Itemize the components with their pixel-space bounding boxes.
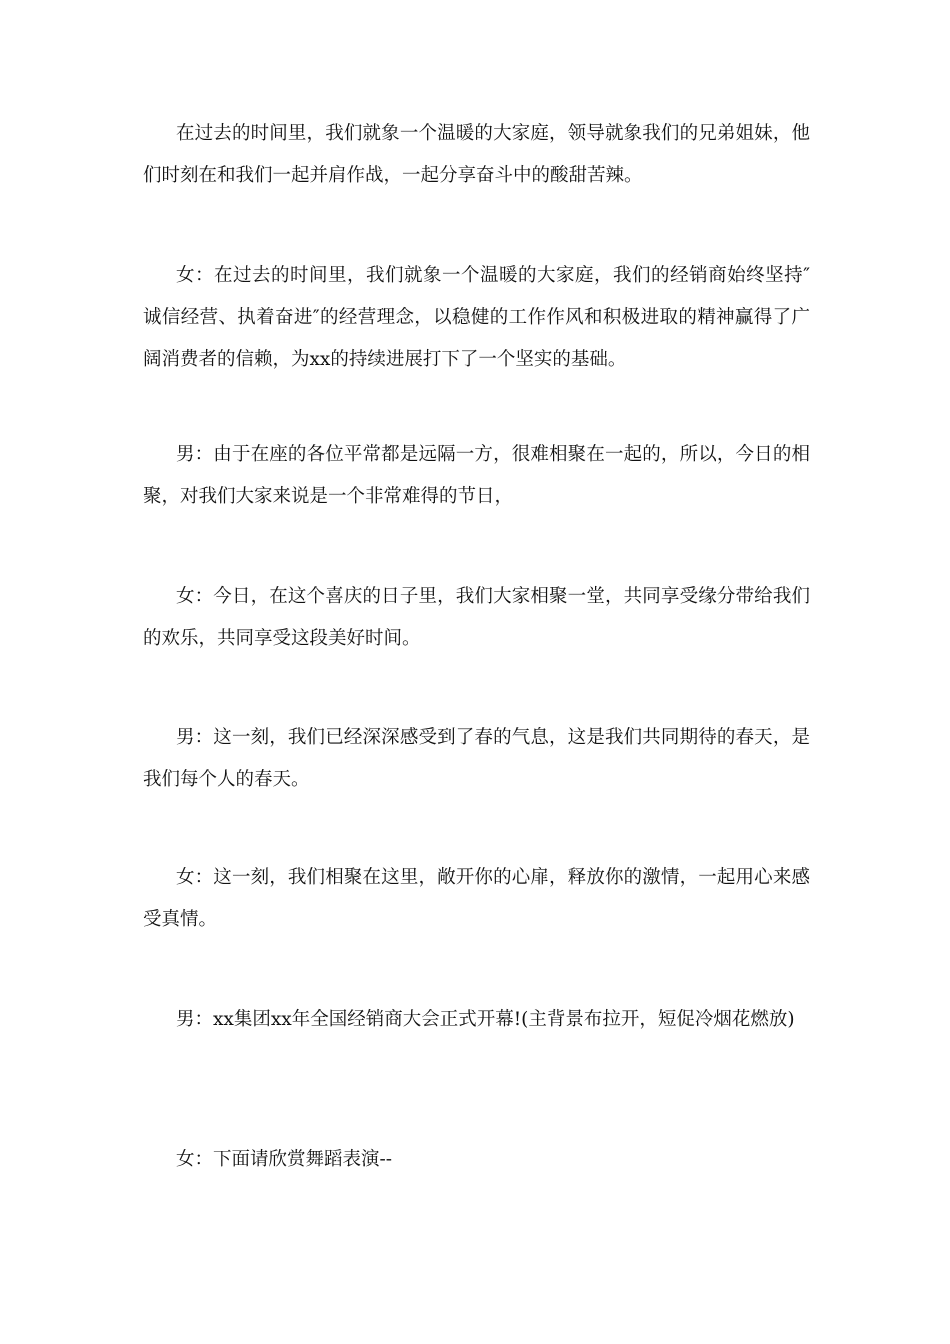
paragraph-6: 女：这一刻，我们相聚在这里，敞开你的心扉，释放你的激情，一起用心来感受真情。 [143, 867, 810, 930]
paragraph-4: 女：今日，在这个喜庆的日子里，我们大家相聚一堂，共同享受缘分带给我们的欢乐，共同享受这段美好时间。 [143, 586, 810, 649]
paragraph-1: 在过去的时间里，我们就象一个温暖的大家庭，领导就象我们的兄弟姐妹，他们时刻在和我们一起并肩作战，一起分享奋斗中的酸甜苦辣。 [143, 123, 810, 186]
paragraph-2: 女：在过去的时间里，我们就象一个温暖的大家庭，我们的经销商始终坚持″诚信经营、执着奋进″的经营理念，以稳健的工作作风和积极进取的精神赢得了广阔消费者的信赖，为xx的持续进展打下了一个坚实的基础。 [143, 265, 810, 370]
paragraph-8: 女：下面请欣赏舞蹈表演-- [176, 1149, 393, 1170]
paragraph-5: 男：这一刻，我们已经深深感受到了春的气息，这是我们共同期待的春天，是我们每个人的春天。 [143, 727, 810, 790]
paragraph-7: 男：xx集团xx年全国经销商大会正式开幕!(主背景布拉开，短促冷烟花燃放) [176, 1009, 795, 1030]
paragraph-3: 男：由于在座的各位平常都是远隔一方，很难相聚在一起的，所以，今日的相聚，对我们大家来说是一个非常难得的节日， [143, 444, 810, 507]
